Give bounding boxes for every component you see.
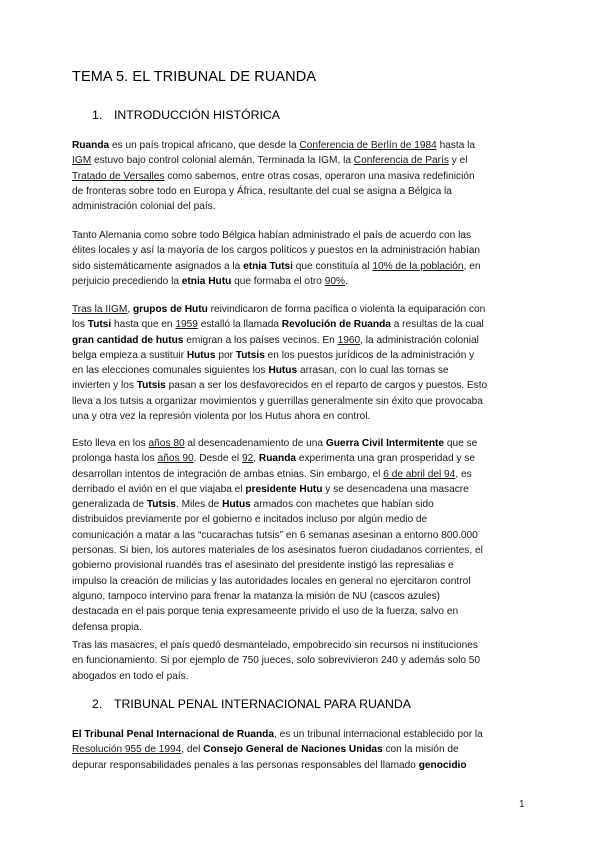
bold-text: grupos de Hutu: [132, 304, 208, 315]
text-run: ,: [127, 304, 133, 315]
text-run: gobierno provisional ruandés tras el asesinato del presidente instigó las represalias e: [72, 560, 454, 572]
bold-text: presidente Hutu: [245, 483, 323, 495]
text-run: generalizada de: [72, 499, 147, 511]
text-run: estuvo bajo control colonial alemán. Terminada la IGM, la: [91, 155, 354, 167]
bold-text: etnia Tutsi: [243, 260, 293, 272]
underlined-text: 10% de la población: [372, 260, 464, 272]
text-line: [72, 497, 530, 512]
bold-text: Hutus: [186, 349, 216, 361]
text-line: [72, 467, 530, 482]
bold-text: gran cantidad de hutus: [72, 334, 184, 346]
text-run: arrasan, con lo cual las tornas se: [297, 365, 449, 377]
text-line: [72, 378, 530, 393]
text-line: [72, 543, 530, 558]
text-line: [72, 228, 530, 243]
text-run: defensa propia.: [72, 621, 142, 633]
text-line: [72, 742, 530, 757]
text-run: perjuicio precediendo la: [72, 275, 182, 287]
text-run: y el: [448, 155, 468, 167]
text-run: estalló la llamada: [197, 319, 282, 331]
text-line: [72, 259, 530, 274]
text-run: en los puestos jurídicos de la administración y: [264, 349, 475, 361]
section-number: 2.: [92, 697, 103, 711]
text-run: con la misión de: [382, 744, 459, 756]
bold-text: Hutus: [222, 499, 251, 511]
bold-text: Tutsis: [235, 349, 265, 361]
bold-text: Ruanda: [72, 140, 110, 151]
section-heading-introduccion: [92, 108, 280, 122]
text-run: armados con machetes que habían sido: [250, 499, 434, 511]
text-line: [72, 317, 530, 332]
text-line: [72, 758, 530, 773]
underlined-text: Conferencia de Berlín de 1984: [299, 140, 437, 151]
text-run: Tras las masacres, el país quedó desmantelado, empobrecido sin recursos ni instituciones: [72, 640, 478, 651]
bold-text: Consejo General de Naciones Unidas: [203, 744, 383, 756]
text-line: [72, 620, 530, 635]
text-line: [72, 184, 530, 199]
text-line: [72, 638, 530, 653]
section-heading-text: TRIBUNAL PENAL INTERNACIONAL PARA RUANDA: [114, 697, 412, 711]
text-line: [72, 333, 530, 348]
text-line: [72, 512, 530, 527]
text-run: impulso la creación de milicias y las autoridades locales en general no ejercitaron control: [72, 575, 471, 587]
underlined-text: Resolución 955 de 1994: [72, 744, 182, 756]
bold-text: El Tribunal Penal Internacional de Ruanda: [72, 729, 274, 740]
bold-text: etnia Hutu: [181, 275, 232, 287]
text-run: belga empieza a sustituir: [72, 349, 187, 361]
text-line: [72, 528, 530, 543]
text-run: es un país tropical africano, que desde la: [109, 140, 300, 151]
text-run: personas. Si bien, los autores materiales de los asesinatos fueron ciudadanos corrientes, el: [72, 545, 483, 557]
text-line: [72, 451, 530, 466]
text-run: en las elecciones comunales siguientes los: [72, 365, 269, 377]
paragraph: [72, 727, 530, 773]
text-run: derribado el avión en el que viajaba el: [72, 483, 246, 495]
text-line: [72, 574, 530, 589]
text-run: experimenta una gran prosperidad y se: [296, 453, 476, 465]
underlined-text: IGM: [72, 155, 92, 167]
text-run: destacada en el pais porque tenia expresameente privido el uso de la fuerza, salvo en: [72, 606, 459, 618]
bold-text: Tutsi: [87, 319, 112, 331]
underlined-text: Tras la IIGM: [72, 304, 128, 315]
text-run: élites locales y así la mayoría de los cargos políticos y puestos en la administración habían: [72, 245, 481, 257]
text-run: sido sistemáticamente asignados a la: [72, 260, 244, 272]
underlined-text: Tratado de Versalles: [72, 170, 165, 182]
text-run: los: [72, 319, 88, 331]
text-run: pasan a ser los desfavorecidos en el reparto de cargos y puestos. Esto: [165, 380, 488, 392]
text-run: en funcionamiento. Si por ejemplo de 750 jueces, solo sobrevivieron 240 y además solo 50: [72, 655, 481, 667]
text-run: , es un tribunal internacional establecido por la: [273, 729, 483, 740]
text-run: que formaba el otro: [231, 275, 325, 287]
text-run: como sabemos, entre otras cosas, operaron una masiva redefinición: [164, 170, 475, 182]
section-heading-tribunal: [92, 697, 411, 711]
paragraph: [72, 436, 530, 635]
text-run: . Miles de: [175, 499, 223, 511]
page-number: 1: [519, 799, 525, 810]
text-run: reivindicaron de forma pacífica o violenta la equiparación con: [207, 304, 486, 315]
text-run: , en: [463, 260, 481, 272]
bold-text: Ruanda: [258, 453, 297, 465]
text-run: distribuidos previamente por el gobierno e incitados incluso por algún medio de: [72, 514, 428, 526]
bold-text: Tutsis: [146, 499, 176, 511]
text-run: Tanto Alemania como sobre todo Bélgica habían administrado el país de acuerdo con las: [72, 230, 472, 241]
underlined-text: Conferencia de París: [353, 155, 449, 167]
text-line: [72, 243, 530, 258]
document-title: TEMA 5. EL TRIBUNAL DE RUANDA: [72, 69, 317, 85]
section-heading-text: INTRODUCCIÓN HISTÓRICA: [114, 108, 281, 122]
text-run: prolonga hasta los: [72, 453, 158, 465]
text-run: , del: [181, 744, 204, 756]
paragraph: [72, 638, 530, 684]
text-run: por: [215, 349, 236, 361]
text-run: lleva a los tutsis a organizar movimientos y guerrillas generalmente sin éxito que provocaba: [72, 395, 483, 407]
text-run: emigran a los países vecinos. En: [183, 334, 338, 346]
text-run: , es: [455, 468, 472, 480]
text-run: abogados en todo el país.: [72, 670, 189, 682]
text-run: que constituía al: [292, 260, 373, 272]
underlined-text: años 80: [148, 438, 185, 449]
text-line: [72, 669, 530, 684]
bold-text: Guerra Civil Intermitente: [325, 438, 445, 449]
text-run: a resultas de la cual: [390, 319, 484, 331]
text-run: depurar responsabilidades penales a las personas responsables del llamado: [72, 759, 419, 771]
text-run: . Desde el: [193, 453, 242, 465]
paragraph: [72, 138, 530, 214]
paragraph: [72, 228, 530, 289]
underlined-text: 90%: [324, 275, 345, 287]
text-run: invierten y los: [72, 380, 137, 392]
bold-text: Revolución de Ruanda: [281, 319, 391, 331]
text-run: hasta la: [436, 140, 476, 151]
text-line: [72, 604, 530, 619]
text-line: [72, 727, 530, 742]
text-line: [72, 153, 530, 168]
text-run: y se desencadena una masacre: [322, 483, 469, 495]
section-number: 1.: [92, 108, 103, 122]
text-line: [72, 274, 530, 289]
text-run: administración colonial del país.: [72, 201, 216, 213]
text-run: que se: [444, 438, 478, 449]
text-line: [72, 589, 530, 604]
underlined-text: 1960: [337, 334, 361, 346]
text-run: hasta que en: [111, 319, 176, 331]
text-run: alguno, tampoco intervino para frenar la matanza la misión de NU (cascos azules): [72, 590, 441, 602]
text-run: , la administración colonial: [360, 334, 479, 346]
underlined-text: años 90: [157, 453, 194, 465]
underlined-text: 6 de abril del 94: [383, 468, 456, 480]
text-line: [72, 394, 530, 409]
text-run: Esto lleva en los: [72, 438, 149, 449]
text-line: [72, 653, 530, 668]
text-run: una y otra vez la represión violenta por los Hutus ahora en control.: [72, 411, 371, 423]
text-line: [72, 558, 530, 573]
text-run: comunicación a matar a las “cucarachas tutsis” en 6 semanas asesinan a entorno 800.000: [72, 529, 478, 541]
text-line: [72, 363, 530, 378]
bold-text: Tutsis: [136, 380, 166, 392]
text-run: desarrollan intentos de integración de ambas etnias. Sin embargo, el: [72, 468, 384, 480]
text-line: [72, 138, 530, 153]
text-run: de fronteras sobre todo en Europa y África, resultante del cual se asigna a Bélgica la: [72, 185, 452, 197]
underlined-text: 1959: [175, 319, 198, 331]
text-line: [72, 199, 530, 214]
bold-text: genocidio: [418, 759, 467, 771]
text-run: .: [344, 275, 348, 287]
bold-text: Hutus: [268, 365, 298, 377]
text-line: [72, 169, 530, 184]
text-run: al desencadenamiento de una: [184, 438, 326, 449]
paragraph: [72, 302, 530, 424]
text-run: ,: [253, 453, 259, 465]
underlined-text: 92: [242, 453, 254, 465]
text-line: [72, 302, 530, 317]
text-line: [72, 482, 530, 497]
text-line: [72, 348, 530, 363]
text-line: [72, 409, 530, 424]
text-line: [72, 436, 530, 451]
